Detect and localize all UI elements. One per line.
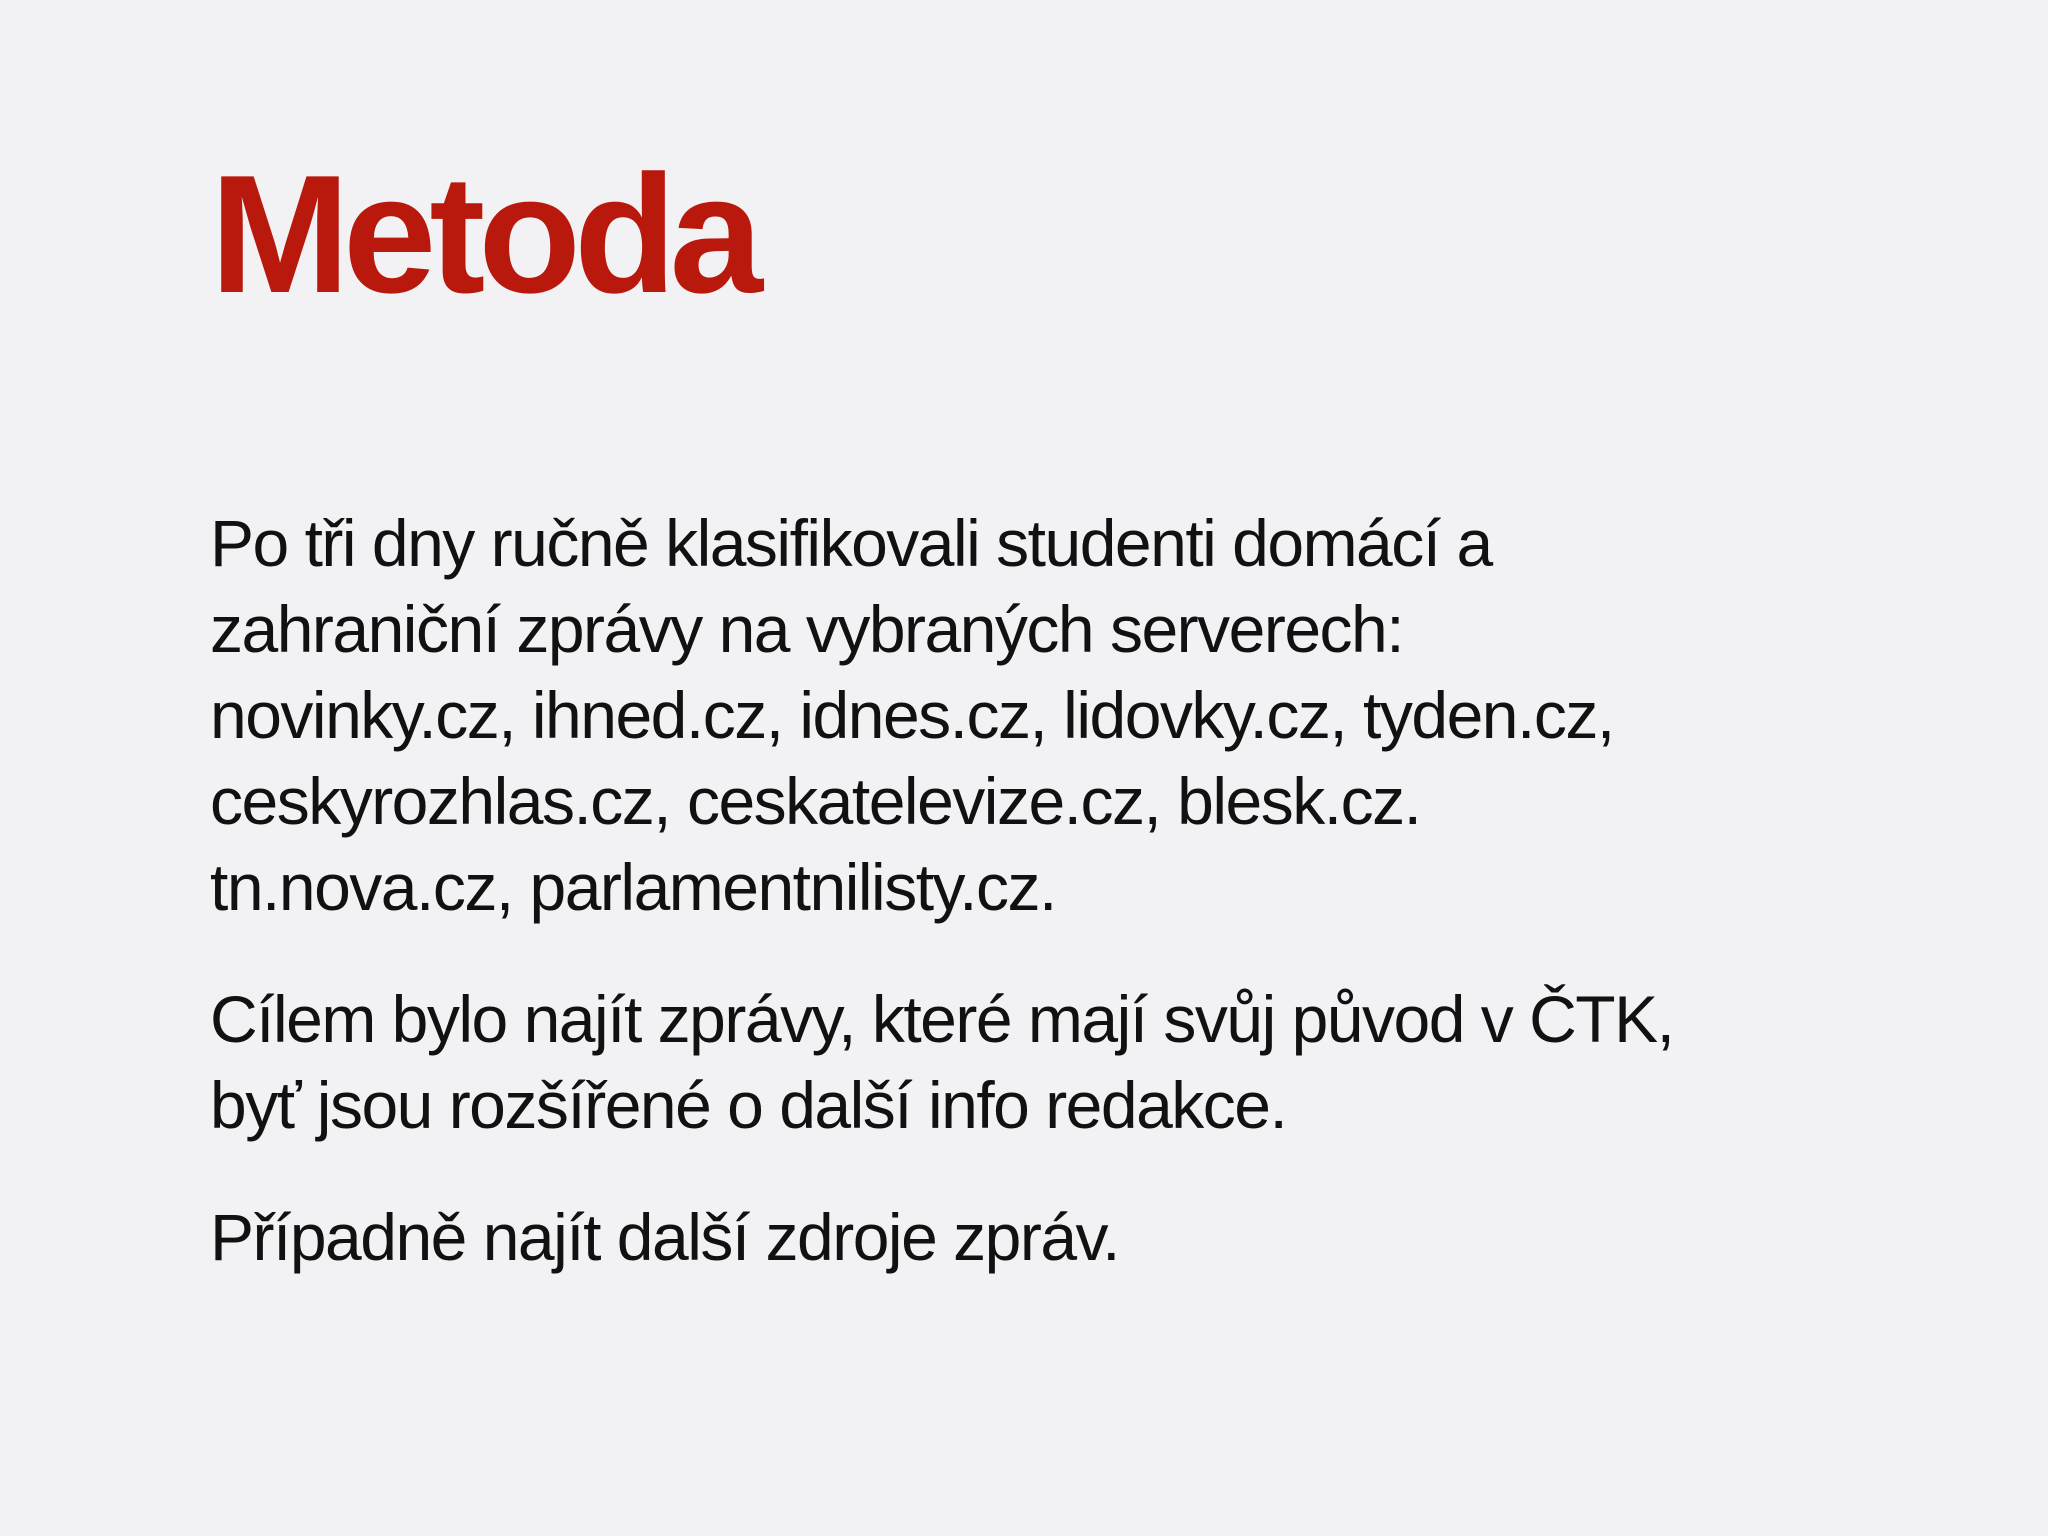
text-line: tn.nova.cz, parlamentnilisty.cz. xyxy=(210,850,1056,924)
text-line: zahraniční zprávy na vybraných serverech: xyxy=(210,592,1404,666)
paragraph-method xyxy=(210,500,1910,930)
slide-body xyxy=(210,500,1910,1326)
text-line: ceskyrozhlas.cz, ceskatelevize.cz, blesk.cz. xyxy=(210,764,1421,838)
text-line: Cílem bylo najít zprávy, které mají svůj původ v ČTK, xyxy=(210,982,1674,1056)
text-line: Případně najít další zdroje zpráv. xyxy=(210,1200,1119,1274)
text-line: Po tři dny ručně klasifikovali studenti domácí a xyxy=(210,506,1492,580)
paragraph-goal xyxy=(210,976,1910,1148)
text-line: byť jsou rozšířené o další info redakce. xyxy=(210,1068,1287,1142)
slide-title: Metoda xyxy=(210,140,756,328)
text-line: novinky.cz, ihned.cz, idnes.cz, lidovky.cz, tyden.cz, xyxy=(210,678,1614,752)
paragraph-sources xyxy=(210,1194,1910,1280)
